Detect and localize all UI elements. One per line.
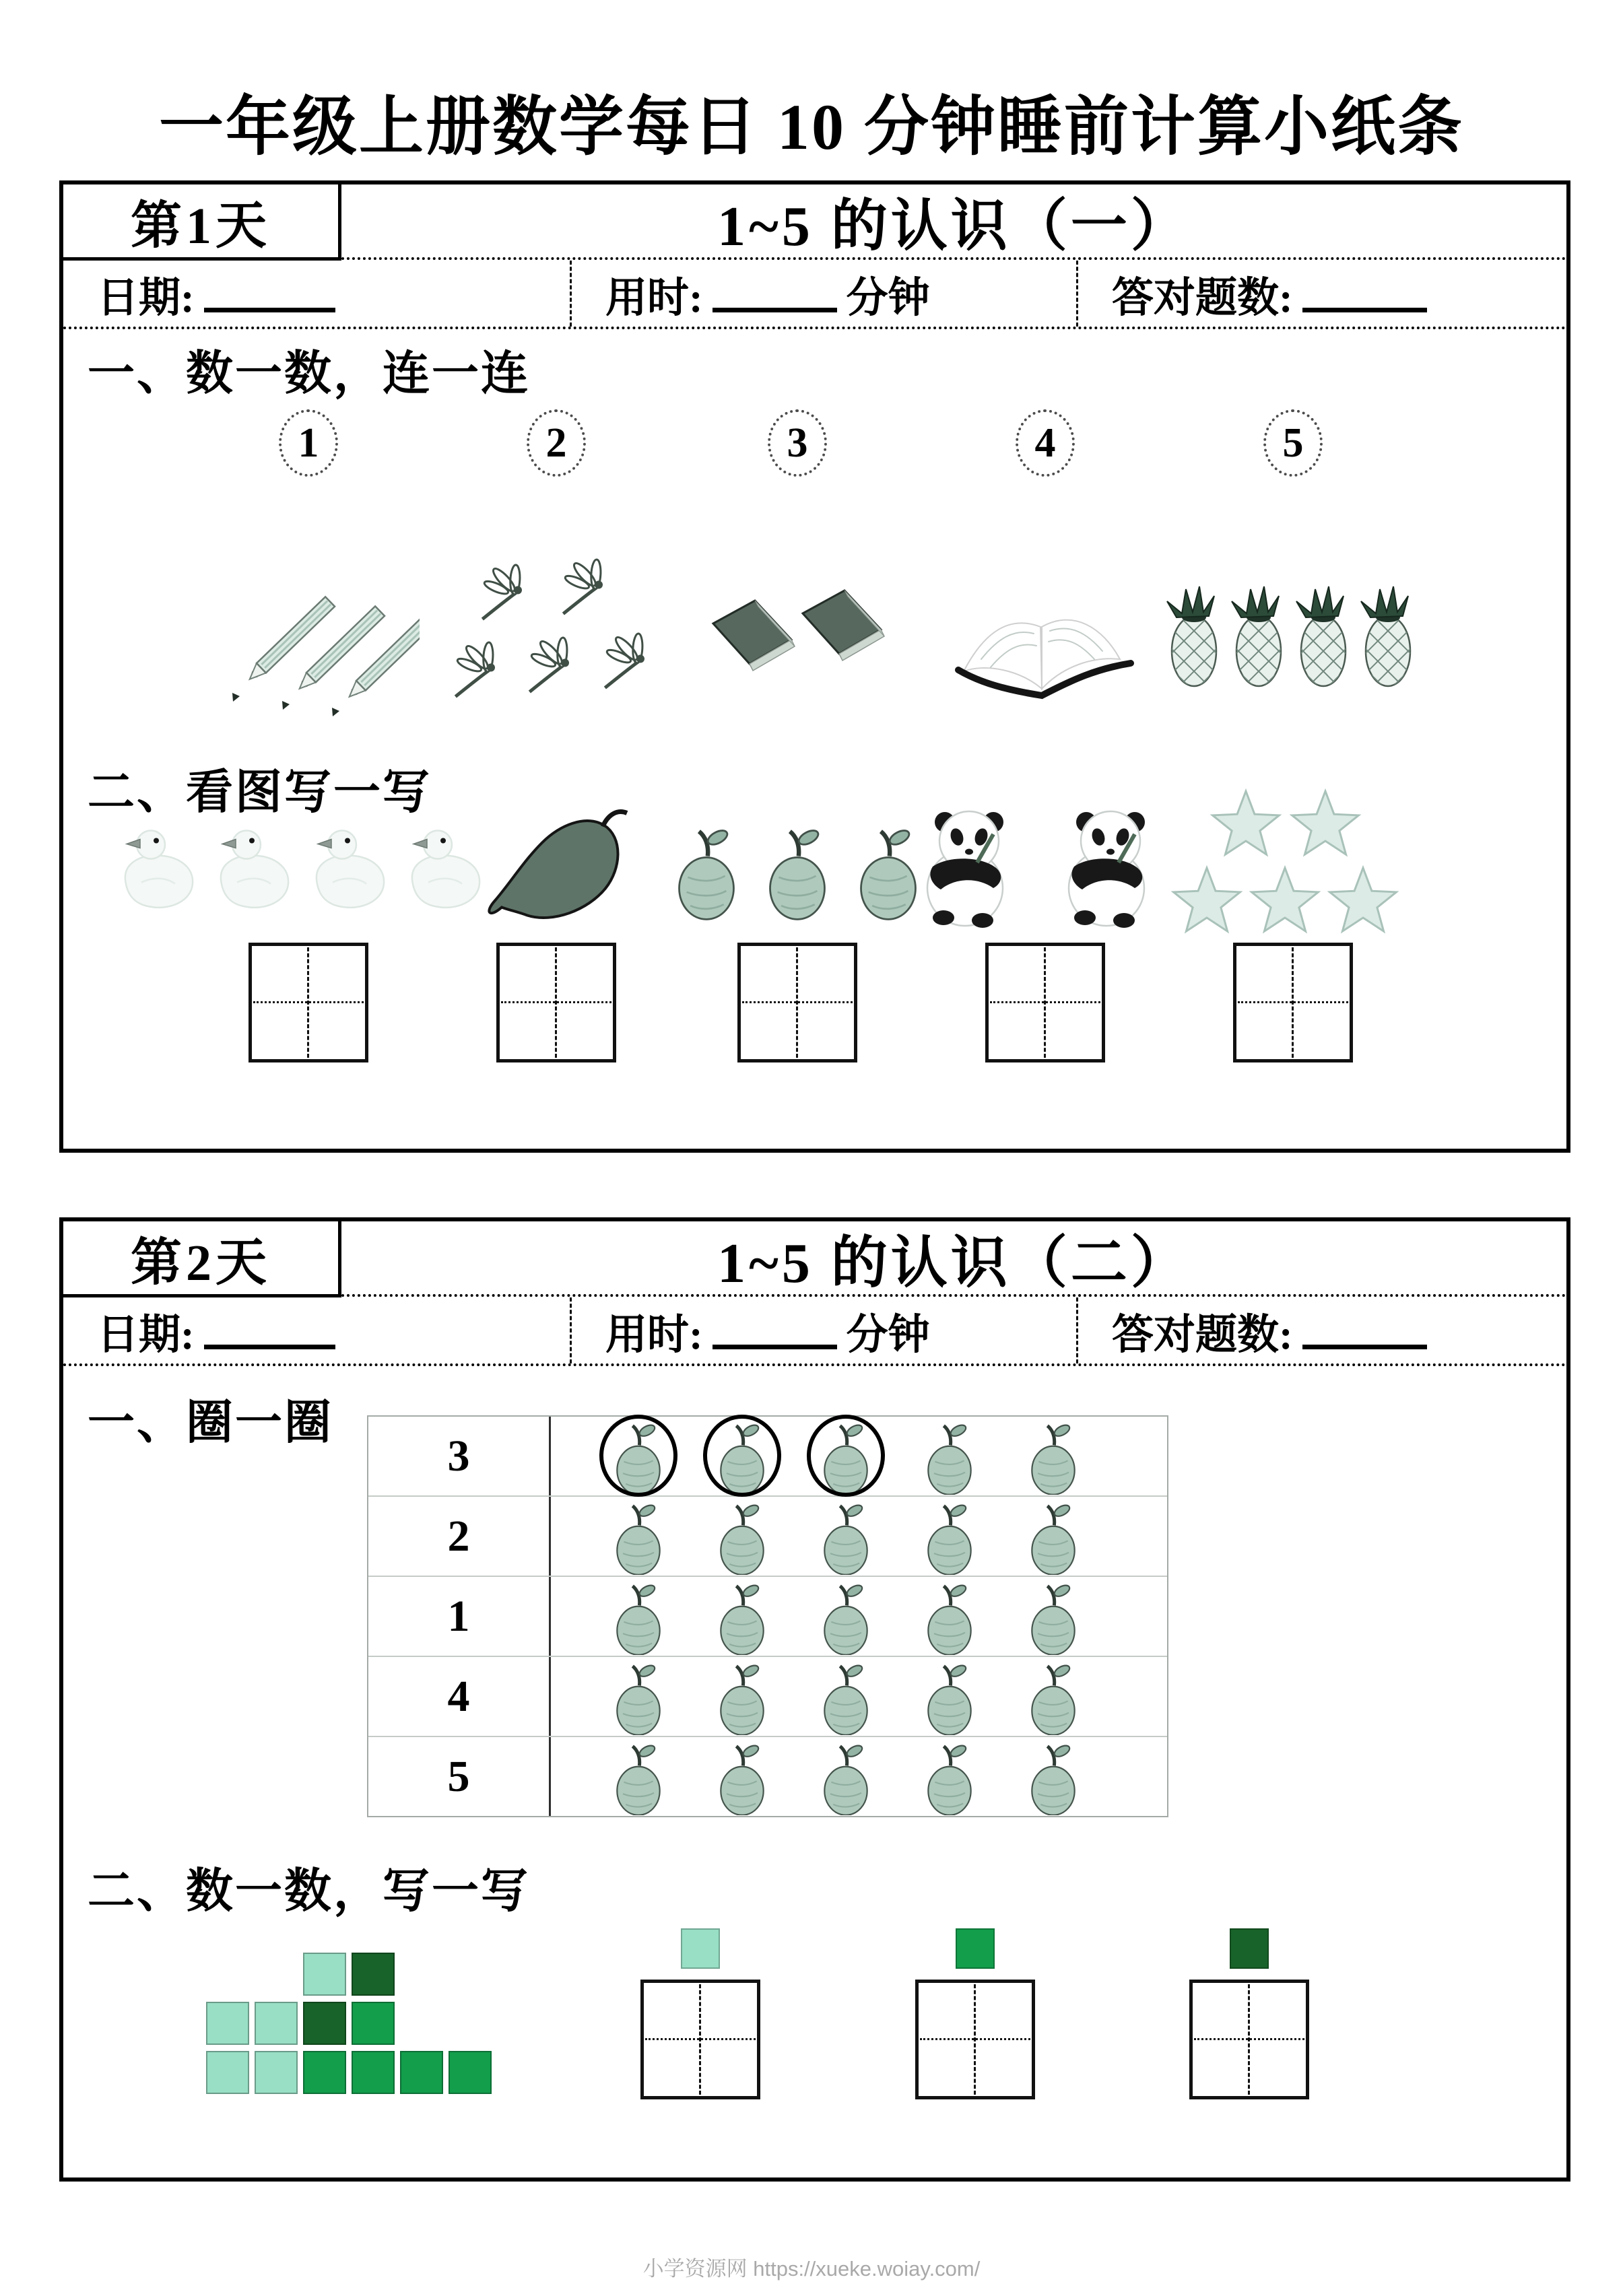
day1-section [59,180,1570,1153]
apple[interactable] [919,1498,981,1575]
color-swatch-green [956,1928,995,1969]
apple[interactable] [711,1498,773,1575]
time-label: 用时: [605,275,703,321]
apple[interactable] [815,1578,877,1655]
day2-label: 第2天 [63,1221,341,1297]
table-row [368,1417,1167,1497]
match-circle-4[interactable]: 4 [1016,409,1075,477]
apple[interactable] [1022,1418,1084,1495]
apple[interactable] [607,1578,669,1655]
block-dark [303,2002,346,2045]
time-blank[interactable] [713,275,837,312]
block-teal [255,2051,298,2094]
apple[interactable] [607,1498,669,1575]
apple-circled[interactable] [607,1418,669,1495]
match-item-book[interactable] [941,557,1150,712]
row-apples [551,1418,1167,1495]
apple[interactable] [1022,1498,1084,1575]
time-blank[interactable] [713,1312,837,1349]
day1-label: 第1天 [63,184,341,261]
apple[interactable] [919,1418,981,1495]
footer-credit: 小学资源网 https://xueke.woiay.com/ [642,2257,981,2281]
correct-field [1076,261,1566,327]
apple[interactable] [815,1738,877,1815]
write-box-5[interactable] [1233,943,1353,1062]
block-green [449,2051,492,2094]
answer-box-1[interactable] [640,1980,760,2099]
block-teal [255,2002,298,2045]
write-item-eggplant[interactable] [479,795,634,946]
circle-apples-table [367,1415,1168,1817]
match-item-pineapples[interactable] [1162,550,1424,718]
time-label: 用时: [605,1312,703,1358]
date-field [63,261,570,327]
day2-section [59,1217,1570,2182]
apple[interactable] [607,1658,669,1735]
block-empty [400,1953,443,1996]
apple[interactable] [919,1738,981,1815]
apple[interactable] [815,1658,877,1735]
apple[interactable] [1022,1738,1084,1815]
apple[interactable] [919,1578,981,1655]
apple[interactable] [711,1658,773,1735]
apple[interactable] [711,1578,773,1655]
time-field [570,261,1076,327]
write-box-2[interactable] [496,943,616,1062]
row-number: 1 [368,1577,551,1656]
match-circle-5[interactable]: 5 [1263,409,1323,477]
match-circle-1[interactable]: 1 [279,409,338,477]
block-green [303,2051,346,2094]
block-teal [206,2002,249,2045]
table-row [368,1737,1167,1816]
answer-group-green [915,1928,1035,2099]
day2-title: 1~5 的认识（二） [341,1221,1566,1297]
correct-label: 答对题数: [1112,275,1293,321]
day2-section1-heading: 一、圈一圈 [88,1397,333,1449]
apple[interactable] [711,1738,773,1815]
block-green [352,2002,395,2045]
match-item-pencils[interactable] [197,550,420,718]
day2-info-row [63,1297,1566,1366]
write-item-ducks[interactable] [106,811,510,929]
date-blank[interactable] [204,1312,335,1349]
row-apples [551,1738,1167,1815]
time-field [570,1297,1076,1363]
block-green [400,2051,443,2094]
block-empty [206,1953,249,1996]
write-item-stars[interactable] [1165,786,1421,954]
block-green [352,2051,395,2094]
row-number: 2 [368,1497,551,1576]
write-box-1[interactable] [249,943,368,1062]
block-teal [303,1953,346,1996]
apple-circled[interactable] [815,1418,877,1495]
block-teal [206,2051,249,2094]
row-apples [551,1578,1167,1655]
block-empty [449,2002,492,2045]
block-empty [400,2002,443,2045]
date-field [63,1297,570,1363]
write-box-3[interactable] [737,943,857,1062]
answer-box-2[interactable] [915,1980,1035,2099]
apple[interactable] [1022,1578,1084,1655]
correct-blank[interactable] [1302,275,1427,312]
apple[interactable] [919,1658,981,1735]
correct-blank[interactable] [1302,1312,1427,1349]
answer-box-3[interactable] [1189,1980,1309,2099]
apple[interactable] [1022,1658,1084,1735]
day1-info-row [63,261,1566,329]
row-apples [551,1498,1167,1575]
answer-group-dark [1189,1928,1309,2099]
table-row [368,1497,1167,1577]
apple[interactable] [607,1738,669,1815]
row-apples [551,1658,1167,1735]
page-title: 一年级上册数学每日 10 分钟睡前计算小纸条 [159,91,1464,163]
match-item-erasers[interactable] [696,564,898,705]
match-circle-2[interactable]: 2 [527,409,586,477]
write-item-apples[interactable] [653,803,942,937]
day1-title: 1~5 的认识（一） [341,184,1566,260]
day1-section2-heading: 二、看图写一写 [88,767,432,819]
day1-section1-heading: 一、数一数，连一连 [88,348,530,400]
row-number: 5 [368,1737,551,1816]
row-number: 3 [368,1417,551,1495]
table-row [368,1577,1167,1657]
write-box-4[interactable] [985,943,1105,1062]
block-dark [352,1953,395,1996]
minutes-label: 分钟 [846,275,930,321]
row-number: 4 [368,1657,551,1736]
apple-circled[interactable] [711,1418,773,1495]
match-circle-3[interactable]: 3 [768,409,827,477]
write-item-pandas[interactable] [900,786,1190,954]
block-empty [449,1953,492,1996]
apple[interactable] [815,1498,877,1575]
match-item-dragonflies[interactable] [435,547,677,722]
date-label: 日期: [97,1312,195,1358]
block-pyramid [206,1953,492,2094]
correct-label: 答对题数: [1112,1312,1293,1358]
color-swatch-dark [1230,1928,1269,1969]
date-label: 日期: [97,275,195,321]
day2-section2-heading: 二、数一数，写一写 [88,1866,530,1918]
block-empty [255,1953,298,1996]
table-row [368,1657,1167,1737]
minutes-label: 分钟 [846,1312,930,1358]
correct-field [1076,1297,1566,1363]
color-swatch-teal [681,1928,720,1969]
answer-group-teal [640,1928,760,2099]
date-blank[interactable] [204,275,335,312]
